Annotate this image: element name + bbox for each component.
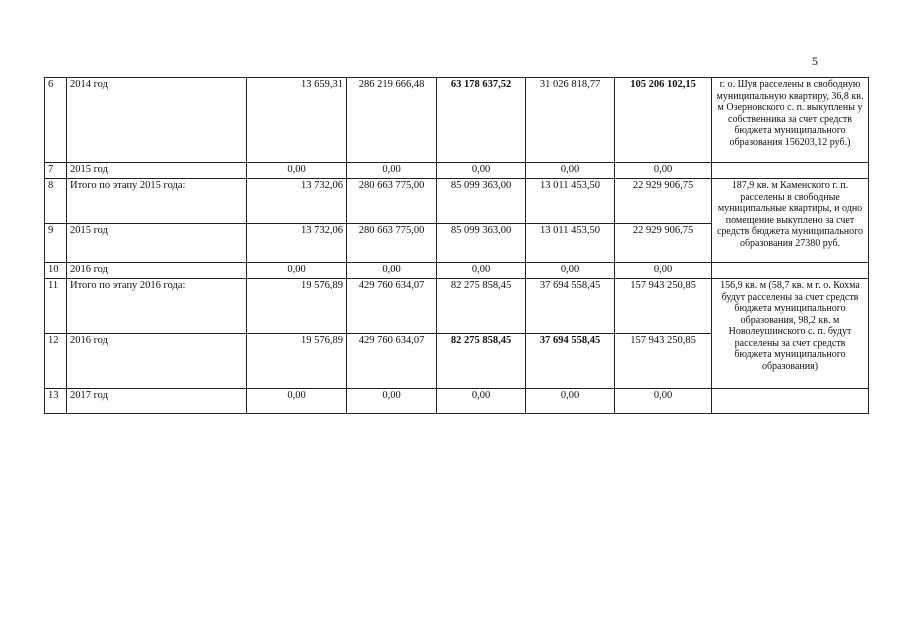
budget-table bbox=[44, 77, 869, 414]
row-note: г. о. Шуя расселены в свободную муниципальную квартиру, 36,8 кв. м Озерновского с. п. выкуплены у собственника за счет средств бюджета муниципального образования 156203,12 руб.) bbox=[712, 78, 869, 163]
row-index: 13 bbox=[45, 389, 67, 414]
row-label: Итого по этапу 2016 года: bbox=[67, 279, 247, 334]
row-label: Итого по этапу 2015 года: bbox=[67, 179, 247, 224]
cell-value: 280 663 775,00 bbox=[347, 179, 437, 224]
cell-value: 19 576,89 bbox=[247, 334, 347, 389]
row-note: 187,9 кв. м Каменского г. п. расселены в свободные муниципальные квартиры, и одно помещение выкуплено за счет средств бюджета муниципального образования 27380 руб. bbox=[712, 179, 869, 263]
row-index: 10 bbox=[45, 263, 67, 279]
cell-value: 22 929 906,75 bbox=[615, 224, 712, 263]
cell-value: 31 026 818,77 bbox=[526, 78, 615, 163]
cell-value: 13 732,06 bbox=[247, 224, 347, 263]
row-note bbox=[712, 389, 869, 414]
cell-value: 22 929 906,75 bbox=[615, 179, 712, 224]
cell-value: 429 760 634,07 bbox=[347, 334, 437, 389]
cell-value: 0,00 bbox=[347, 263, 437, 279]
cell-value: 13 659,31 bbox=[247, 78, 347, 163]
page-number: 5 bbox=[812, 54, 818, 68]
row-label: 2017 год bbox=[67, 389, 247, 414]
cell-value: 19 576,89 bbox=[247, 279, 347, 334]
cell-value: 0,00 bbox=[437, 163, 526, 179]
cell-value: 429 760 634,07 bbox=[347, 279, 437, 334]
row-index: 7 bbox=[45, 163, 67, 179]
cell-value: 157 943 250,85 bbox=[615, 279, 712, 334]
cell-value: 63 178 637,52 bbox=[437, 78, 526, 163]
row-note bbox=[712, 263, 869, 279]
table-row bbox=[45, 263, 869, 279]
cell-value: 105 206 102,15 bbox=[615, 78, 712, 163]
table-row bbox=[45, 78, 869, 163]
row-label: 2016 год bbox=[67, 334, 247, 389]
cell-value: 13 011 453,50 bbox=[526, 224, 615, 263]
row-label: 2015 год bbox=[67, 163, 247, 179]
cell-value: 286 219 666,48 bbox=[347, 78, 437, 163]
row-note: 156,9 кв. м (58,7 кв. м г. о. Кохма будут расселены за счет средств бюджета муниципального образования, 98,2 кв. м Новолеушинского с. п. будут расселены за счет средств бюджета муниципального образования) bbox=[712, 279, 869, 389]
cell-value: 37 694 558,45 bbox=[526, 334, 615, 389]
cell-value: 0,00 bbox=[526, 263, 615, 279]
cell-value: 82 275 858,45 bbox=[437, 279, 526, 334]
cell-value: 82 275 858,45 bbox=[437, 334, 526, 389]
cell-value: 280 663 775,00 bbox=[347, 224, 437, 263]
row-note bbox=[712, 163, 869, 179]
cell-value: 0,00 bbox=[526, 163, 615, 179]
table-row bbox=[45, 389, 869, 414]
cell-value: 0,00 bbox=[347, 163, 437, 179]
cell-value: 157 943 250,85 bbox=[615, 334, 712, 389]
cell-value: 0,00 bbox=[247, 163, 347, 179]
cell-value: 0,00 bbox=[526, 389, 615, 414]
cell-value: 0,00 bbox=[615, 389, 712, 414]
cell-value: 13 011 453,50 bbox=[526, 179, 615, 224]
cell-value: 85 099 363,00 bbox=[437, 179, 526, 224]
table-row bbox=[45, 179, 869, 224]
cell-value: 0,00 bbox=[347, 389, 437, 414]
row-label: 2015 год bbox=[67, 224, 247, 263]
cell-value: 0,00 bbox=[437, 263, 526, 279]
row-index: 6 bbox=[45, 78, 67, 163]
table-row bbox=[45, 163, 869, 179]
row-label: 2016 год bbox=[67, 263, 247, 279]
row-index: 9 bbox=[45, 224, 67, 263]
row-index: 8 bbox=[45, 179, 67, 224]
cell-value: 37 694 558,45 bbox=[526, 279, 615, 334]
cell-value: 13 732,06 bbox=[247, 179, 347, 224]
row-label: 2014 год bbox=[67, 78, 247, 163]
cell-value: 0,00 bbox=[615, 263, 712, 279]
cell-value: 85 099 363,00 bbox=[437, 224, 526, 263]
cell-value: 0,00 bbox=[247, 263, 347, 279]
cell-value: 0,00 bbox=[615, 163, 712, 179]
row-index: 12 bbox=[45, 334, 67, 389]
row-index: 11 bbox=[45, 279, 67, 334]
cell-value: 0,00 bbox=[247, 389, 347, 414]
cell-value: 0,00 bbox=[437, 389, 526, 414]
table-row bbox=[45, 279, 869, 334]
